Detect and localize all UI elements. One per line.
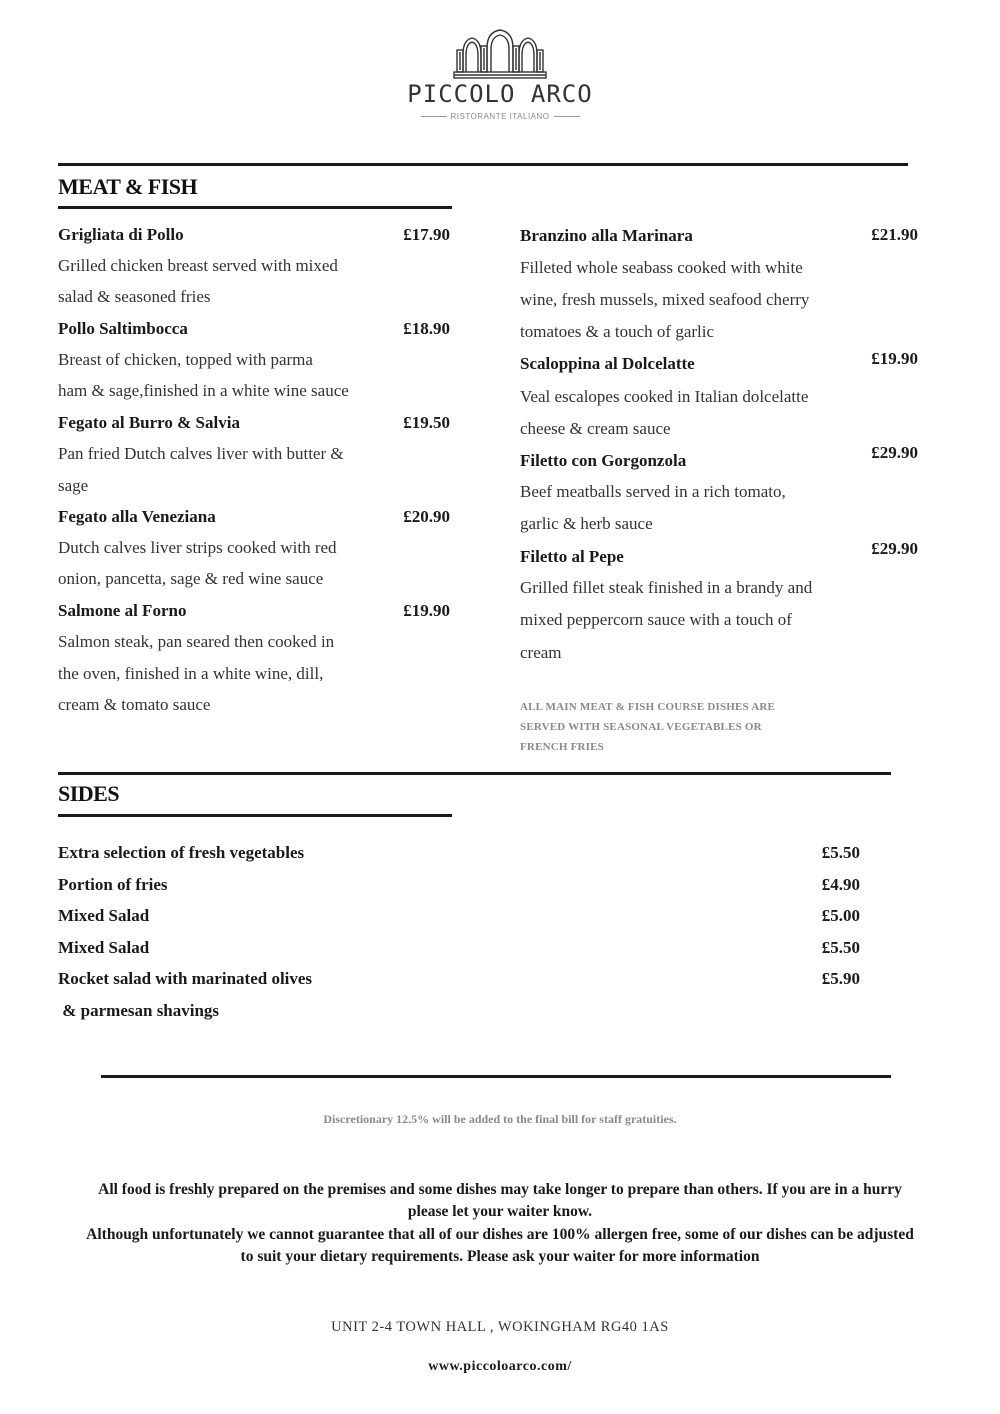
meat-fish-underline [58,206,452,209]
item-price: £19.50 [403,413,450,432]
item-description: Dutch calves liver strips cooked with red [58,538,337,557]
list-item [58,963,860,1026]
note-line: ALL MAIN MEAT & FISH COURSE DISHES ARE [520,701,776,713]
item-description: salad & seasoned fries [58,287,211,306]
item-description: tomatoes & a touch of garlic [520,322,715,341]
list-item [58,869,860,901]
menu-item [520,540,918,670]
item-description: Veal escalopes cooked in Italian dolcelatte [520,387,809,406]
menu-item [58,408,452,502]
gratuity-note: Discretionary 12.5% will be added to the final bill for staff gratuities. [323,1112,677,1126]
list-item [58,932,860,964]
item-name: Grigliata di Pollo [58,225,184,244]
freshly-prepared-note: All food is freshly prepared on the premises and some dishes may take longer to prepare than others. If you are in a hurry please let your waiter know. [98,1181,902,1220]
section-title-sides: SIDES [58,781,120,806]
item-description: Grilled fillet steak finished in a brandy and [520,578,813,597]
sides-underline [58,814,452,817]
item-price: £29.90 [871,443,918,462]
item-price: £18.90 [403,319,450,338]
side-name-continued: & parmesan shavings [58,1000,220,1020]
item-price: £21.90 [871,225,918,244]
item-description: Breast of chicken, topped with parma [58,350,313,369]
side-price: £4.90 [821,874,860,894]
brand-subtitle [0,112,1000,121]
item-description: Grilled chicken breast served with mixed [58,256,338,275]
served-with-note [520,697,820,757]
item-description: Pan fried Dutch calves liver with butter & [58,444,344,463]
item-name: Salmone al Forno [58,601,187,620]
side-name: Extra selection of fresh vegetables [58,843,305,862]
item-price: £17.90 [403,225,450,244]
side-price: £5.00 [821,906,860,925]
item-name: Scaloppina al Dolcelatte [520,354,695,373]
list-item [58,900,860,932]
address: UNIT 2-4 TOWN HALL , WOKINGHAM RG40 1AS [331,1319,669,1335]
item-description: cream [520,643,562,662]
item-description: mixed peppercorn sauce with a touch of [520,610,792,629]
menu-item [58,502,452,594]
brand-subtitle-text: RISTORANTE ITALIANO [450,112,550,121]
item-description: Filleted whole seabass cooked with white [520,258,803,277]
item-description: garlic & herb sauce [520,514,653,533]
menu-item [58,596,452,720]
item-price: £20.90 [403,507,450,526]
item-description: the oven, finished in a white wine, dill, [58,664,324,683]
item-description: Beef meatballs served in a rich tomato, [520,482,786,501]
item-price: £19.90 [403,601,450,620]
allergen-note: Although unfortunately we cannot guarantee that all of our dishes are 100% allergen free, some of our dishes can be adjusted to suit your dietary requirements. Please ask your waiter for more information [86,1226,914,1265]
top-divider [58,163,908,166]
meat-fish-right-column [520,222,918,670]
note-line: SERVED WITH SEASONAL VEGETABLES OR [520,721,762,733]
menu-item [520,222,918,348]
note-line: FRENCH FRIES [520,741,604,753]
item-name: Pollo Saltimbocca [58,319,188,338]
menu-item [58,314,452,406]
section-title-meat-fish: MEAT & FISH [58,174,198,199]
item-description: cheese & cream sauce [520,419,671,438]
item-description: Salmon steak, pan seared then cooked in [58,632,335,651]
side-name: Portion of fries [58,874,168,894]
brand-name: PICCOLO ARCO [407,80,593,108]
item-name: Filetto al Pepe [520,547,624,566]
side-name: Mixed Salad [58,906,150,925]
side-name: Mixed Salad [58,937,150,957]
menu-item [58,222,452,312]
meat-fish-left-column [58,222,452,720]
item-name: Fegato alla Veneziana [58,507,216,526]
website-link[interactable]: www.piccoloarco.com/ [428,1359,572,1374]
side-price: £5.50 [821,937,860,957]
item-description: wine, fresh mussels, mixed seafood cherry [520,290,810,309]
item-name: Filetto con Gorgonzola [520,451,687,470]
list-item [58,837,860,869]
side-price: £5.90 [821,969,860,988]
item-price: £29.90 [871,539,918,558]
side-name: Rocket salad with marinated olives [58,969,313,988]
footer-divider [101,1075,891,1078]
item-name: Branzino alla Marinara [520,226,693,245]
item-description: sage [58,476,89,495]
side-price: £5.50 [821,843,860,862]
item-price: £19.90 [871,349,918,368]
menu-item [520,348,918,444]
sides-divider [58,772,891,775]
item-description: onion, pancetta, sage & red wine sauce [58,569,324,588]
sides-list [58,837,860,1026]
logo [0,28,1000,121]
item-description: cream & tomato sauce [58,695,211,714]
item-description: ham & sage,finished in a white wine sauce [58,381,349,400]
menu-item [520,444,918,540]
item-name: Fegato al Burro & Salvia [58,413,240,432]
arches-logo-icon [452,28,548,80]
